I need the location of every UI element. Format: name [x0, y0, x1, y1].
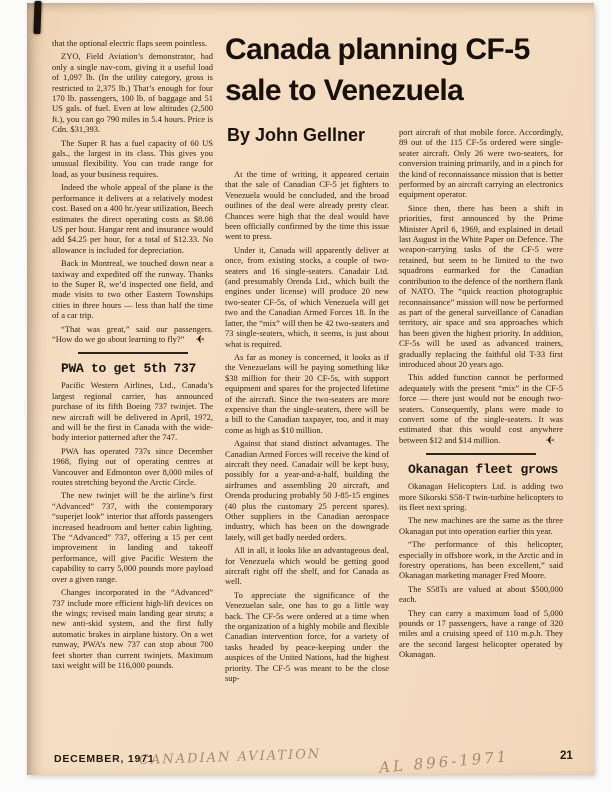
paragraph-text: This added function cannot be performed adequately with the present “mix” in the CF-5 force — there just would not be enough two-seaters. Consequently, plans were made to convert some of the single-seaters. It was estimated that this would cost anywhere between $12 and $14 million. [399, 372, 563, 445]
body-paragraph: Under it, Canada will apparently deliver at once, from existing stocks, a couple of two-seaters and 16 single-seaters. Canadair Ltd. (and presumably Orenda Ltd., which built the engines under license) will produce 20 new two-seater CF-5s, of which Venezuela will get two and the Canadian Armed Forces 18. In the latter, the “mix” will then be 42 two-seaters and 73 single-seaters, which, it seems, is just about what is required. [225, 244, 389, 349]
magazine-page [27, 3, 594, 775]
body-paragraph: The Super R has a fuel capacity of 60 US gals., the largest in its class. This gives you unusual flexibility. You can trade range for load, as your business requires. [52, 137, 213, 179]
body-paragraph: Since then, there has been a shift in priorities, first announced by the Prime Minister April 6, 1969, and explained in detail last August in the White Paper on Defence. The weapon-carrying tasks of the CF-5 were retained, but seem to be limited to the two squadrons earmarked for the Canadian contribution to the defence of the northern flank of NATO. The “quick reaction photographic reconnaissance” mission will now be performed as part of the general surveillance of Canadian territory, air space and sea approaches which has been given the highest priority. In addition, CF-5s will be used as advanced trainers, gradually replacing the faithful old T-33 first introduced about 20 years ago. [399, 202, 563, 369]
footer-page-number: 21 [560, 750, 573, 762]
body-paragraph: As far as money is concerned, it looks as if the Venezuelans will be paying something like $38 million for their 20 CF-5s, with support equipment and spares for the projected lifetime of the aircraft. Since the two-seaters are more expensive than the single-seaters, there will be a bill to the Canadian taxpayer, too, and it may come as high as $10 million. [225, 351, 389, 435]
body-paragraph: The new twinjet will be the airline’s first “Advanced” 737, with the contemporary “superjet look” interior that affords passengers increased headroom and better cabin lighting. The “Advanced” 737, offering a 15 per cent improvement in landing and takeoff performance, will give Pacific Western the capability to carry 5,000 pounds more payload over a given range. [52, 490, 213, 584]
body-paragraph: that the optional electric flaps seem pointless. [52, 38, 208, 48]
body-paragraph: Okanagan Helicopters Ltd. is adding two more Sikorski S58-T twin-turbine helicopters to its fleet next spring. [399, 481, 563, 512]
body-paragraph: Pacific Western Airlines, Ltd., Canada’s largest regional carrier, has announced purchase of its fifth Boeing 737 twinjet. The new aircraft will be delivered in April, 1972, and will be the first in Canada with the wide-body interior patterned after the 747. [52, 380, 213, 443]
article-divider [426, 453, 536, 455]
handwritten-note-reference: AL 896-1971 [378, 747, 510, 777]
paragraph-text: “That was great,” said our passengers. “How do we go about learning to fly?” [52, 323, 213, 344]
body-paragraph: The S58Ts are valued at about $500,000 each. [399, 583, 563, 605]
section-heading-pwa: PWA to get 5th 737 [61, 361, 197, 377]
body-paragraph: To appreciate the significance of the Venezuelan sale, one has to go a little way back. The CF-5s were ordered at a time when the organization of a highly mobile and flexible Canadian intervention force, for a variety of tasks headed by peace-keeping under the auspices of the United Nations, had the highest priority. The CF-5 was meant to be the close sup- [225, 589, 389, 684]
body-paragraph [399, 372, 563, 448]
body-paragraph: “The performance of this helicopter, especially in offshore work, in the Arctic and in forestry operations, has been excellent,” said Okanagan marketing manager Fred Moore. [399, 539, 563, 581]
body-paragraph: Indeed the whole appeal of the plane is the performance it delivers at a relatively modest cost. Based on a 400 hr./year utilization, Beech estimates the direct operating costs as $8.08 US per hour. Hangar rent and insurance would add $4.25 per hour, for a total of $12.33. No allowance is included for depreciation. [52, 182, 213, 255]
body-paragraph: Back in Montreal, we touched down near a taxiway and expedited off the runway. Thanks to the Super R, we’d inspected one field, and made visits to two other Eastern Townships cities in three hours — less than half the time of a car trip. [52, 258, 213, 321]
headline-line1: Canada planning CF-5 [225, 33, 530, 66]
body-paragraph: Changes incorporated in the “Advanced” 737 include more efficient high-lift devices on the wings; revised main landing gear struts; a new anti-skid system, and the first fully automatic brakes in airplane history. On a wet runway, PWA’s new 737 can stop about 700 feet shorter than current twinjets. Maximum taxi weight will be 116,000 pounds. [52, 587, 213, 670]
airplane-icon: ✈ [544, 434, 554, 448]
body-paragraph: The new machines are the same as the three Okanagan put into operation earlier this year. [399, 515, 563, 536]
body-paragraph [52, 324, 213, 345]
body-paragraph: PWA has operated 737s since December 1968, flying out of operating centres at Vancouver and Edmonton over 8,000 miles of routes stretching beyond the Arctic Circle. [52, 445, 213, 488]
section-heading-okanagan: Okanagan fleet grows [408, 462, 559, 478]
body-paragraph: They can carry a maximum load of 5,000 pounds or 17 passengers, have a range of 320 miles and a cruising speed of 110 m.p.h. They are the second largest helicopter operated by Okanagan. [399, 607, 563, 660]
body-paragraph: Against that stand distinct advantages. The Canadian Armed Forces will receive the kind of aircraft they need. Canadair will be kept busy, possibly for a year-and-a-half, building the airframes and assembling 20 aircraft, and Orenda producing probably 50 J-85-15 engines (40 plus the customary 25 percent spares). Other suppliers in the Canadian aerospace industry, which has been on the downgrade lately, will get badly needed orders. [225, 438, 389, 542]
body-paragraph: All in all, it looks like an advantageous deal, for Venezuela which would be getting good aircraft right off the shelf, and for Canada as well. [225, 545, 389, 587]
byline: By John Gellner [227, 125, 366, 145]
headline-line2: sale to Venezuela [225, 74, 464, 107]
body-paragraph: port aircraft of that mobile force. Accordingly, 89 out of the 115 CF-5s ordered were single-seater aircraft. Only 26 were two-seaters, for conversion training primarily, and in a pinch for the kind of reconnaissance mission that is better performed by an aircraft carrying an electronics equipment operator. [399, 127, 563, 200]
column-right [399, 127, 563, 663]
footer-issue-date: DECEMBER, 1971 [54, 753, 155, 765]
staple-mark [33, 1, 41, 34]
column-middle [225, 169, 389, 687]
column-left [52, 38, 213, 673]
airplane-icon: ✈ [194, 333, 204, 347]
article-divider [78, 352, 188, 354]
handwritten-note-title: CANADIAN AVIATION [138, 746, 322, 769]
body-paragraph: ZYO, Field Aviation’s demonstrator, had only a single nav-com, giving it a useful load of 1,097 lb. (In the utility category, gross is restricted to 2,375 lb.) That’s enough for four 170 lb. passengers, 100 lb. of baggage and 51 US gals. of fuel. Even at low altitudes (2,500 ft.), you can go 790 miles in 5.4 hours. Price is Cdn. $31,393. [52, 51, 213, 135]
body-paragraph: At the time of writing, it appeared certain that the sale of Canadian CF-5 jet fighters to Venezuela would be concluded, and the broad outlines of the deal were already pretty clear. Chances were high that the deal would have been officially confirmed by the time this issue went to press. [225, 169, 389, 242]
